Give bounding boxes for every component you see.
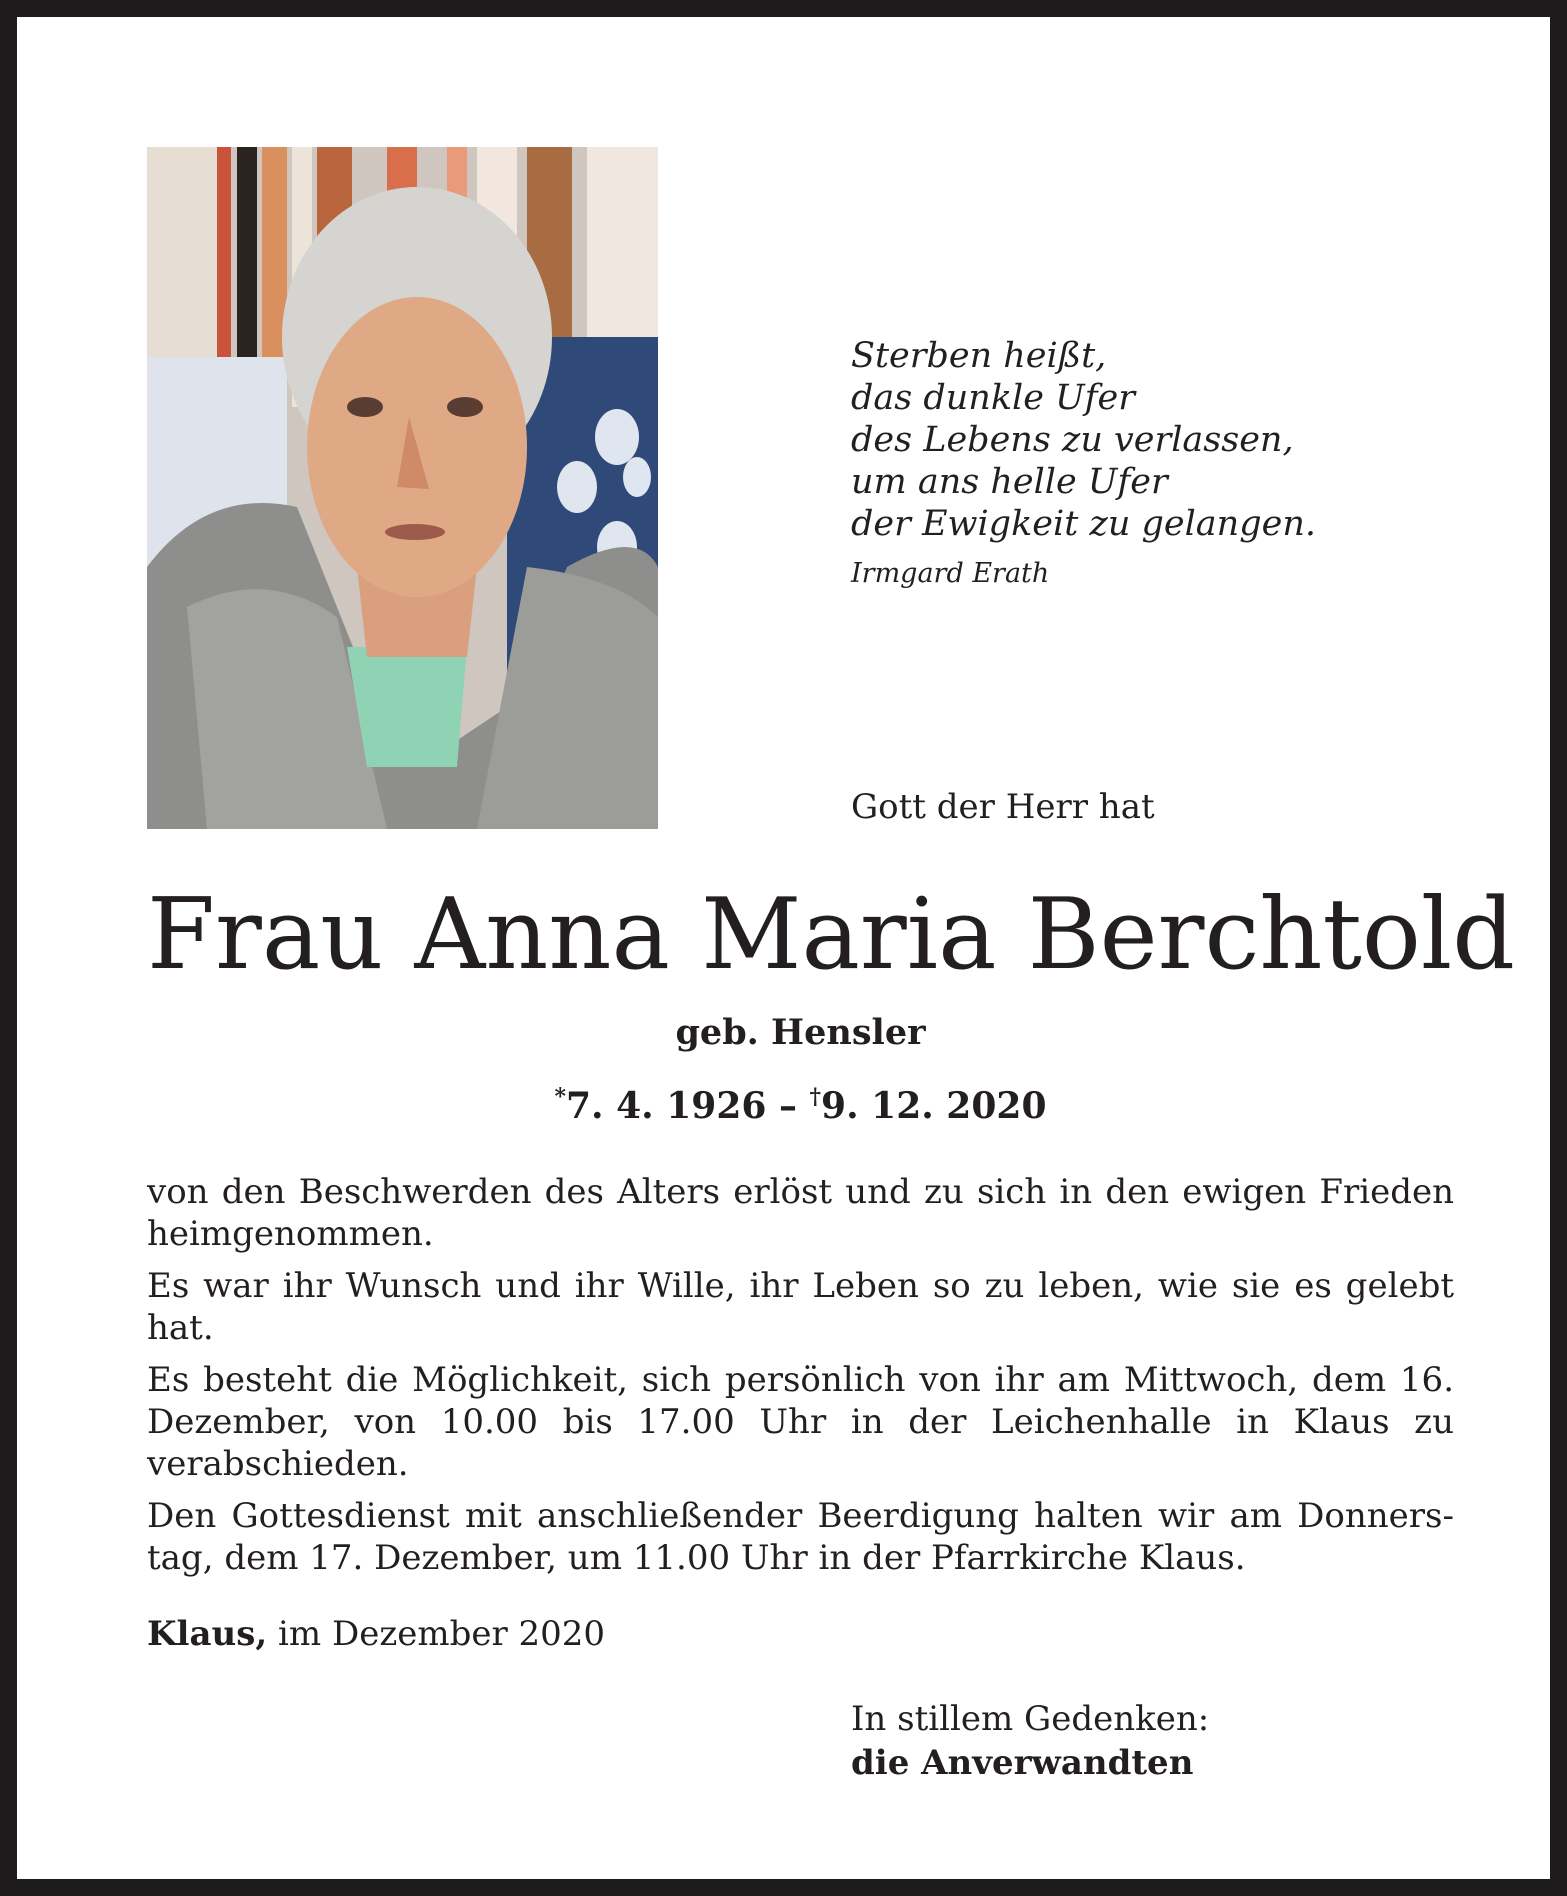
birth-date: 7. 4. 1926 (565, 1085, 767, 1127)
body-paragraph: Es besteht die Möglichkeit, sich persönlich von ihr am Mittwoch, dem 16. Dezember, von 10.00 bis 17.00 Uhr in der Leichenhalle in Klaus zu verabschieden. (147, 1360, 1454, 1484)
poem-line: des Lebens zu verlassen, (851, 420, 1294, 460)
signature: die Anverwandten (851, 1743, 1194, 1783)
closing-line: In stillem Gedenken: (851, 1699, 1210, 1739)
closing (851, 1697, 1209, 1785)
death-date: 9. 12. 2020 (821, 1085, 1047, 1127)
portrait-photo (147, 147, 658, 829)
poem-line: der Ewigkeit zu gelangen. (851, 504, 1316, 544)
poem-line: Sterben heißt, (851, 336, 1107, 376)
death-symbol: † (809, 1084, 822, 1110)
body-paragraph: Den Gottesdienst mit anschließender Beerdigung halten wir am Donnerstag, dem 17. Dezember, um 11.00 Uhr in der Pfarrkirche Klaus. (147, 1496, 1454, 1578)
intro-text: Gott der Herr hat (851, 787, 1155, 827)
place: Klaus, (147, 1614, 268, 1654)
body-paragraph: Es war ihr Wunsch und ihr Wille, ihr Leben so zu leben, wie sie es gelebt hat. (147, 1266, 1454, 1348)
poem (851, 335, 1316, 545)
poem-line: das dunkle Ufer (851, 378, 1135, 418)
poem-line: um ans helle Ufer (851, 462, 1168, 502)
body-paragraph: von den Beschwerden des Alters erlöst und zu sich in den ewigen Frieden heimgenommen. (147, 1172, 1454, 1254)
obituary-body (147, 1171, 1454, 1589)
place-date (147, 1613, 605, 1655)
birth-symbol: * (554, 1084, 566, 1110)
date-separator: – (778, 1085, 797, 1127)
maiden-name: geb. Hensler (675, 1012, 926, 1053)
deceased-name: Frau Anna Maria Berchtold (147, 878, 1515, 992)
poem-author: Irmgard Erath (851, 558, 1050, 589)
life-dates (147, 1075, 1454, 1128)
date: im Dezember 2020 (278, 1614, 606, 1654)
